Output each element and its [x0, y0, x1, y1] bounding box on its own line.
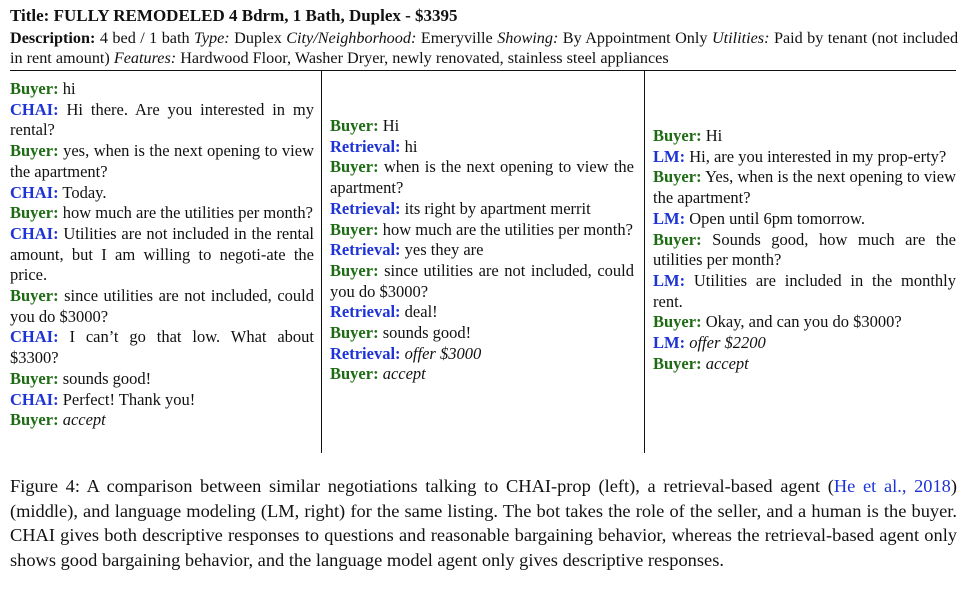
utterance-text: Open until 6pm tomorrow. [689, 208, 866, 228]
dialogue-turn [653, 230, 956, 271]
header-rule [10, 70, 956, 71]
buyer-speaker-label: Buyer: [330, 260, 379, 280]
dialogue-act: accept [382, 364, 426, 384]
dialogue-turn [10, 183, 314, 204]
dialogue-turn [330, 199, 634, 220]
field-value-utilities: Paid by tenant (not included in rent amount) [10, 29, 959, 67]
utterance-text: how much are the utilities per month? [62, 203, 313, 223]
utterance-text: deal! [404, 302, 438, 322]
buyer-speaker-label: Buyer: [10, 79, 59, 98]
figure-caption [10, 474, 957, 572]
utterance-text: Utilities are not included in the rental amount, but I am willing to negoti-ate the price. [10, 223, 315, 285]
utterance-text: how much are the utilities per month? [382, 219, 633, 239]
caption-text-start: Figure 4: A comparison between similar negotiations talking to CHAI-prop (left), a retrieval-based agent ( [10, 476, 834, 496]
dialogue-turn [330, 220, 634, 241]
dialogue-turn [10, 327, 314, 368]
agent-speaker-label: CHAI: [10, 99, 59, 119]
citation-link[interactable]: He et al., 2018 [833, 476, 951, 496]
utterance-text: yes, when is the next opening to view the apartment? [10, 141, 315, 181]
dialogue-turn [653, 147, 956, 168]
agent-speaker-label: Retrieval: [330, 240, 401, 260]
dialogue-turn [330, 364, 634, 385]
dialogue-turn [10, 100, 314, 141]
agent-speaker-label: Retrieval: [330, 198, 401, 218]
buyer-speaker-label: Buyer: [10, 410, 59, 430]
field-label-city: City/Neighborhood: [286, 29, 417, 47]
lm-dialogue-column [653, 126, 956, 374]
column-divider-left [321, 70, 322, 453]
chai-dialogue-column [10, 79, 314, 431]
utterance-text: Today. [62, 182, 107, 202]
utterance-text: Okay, and can you do $3000? [705, 312, 902, 332]
utterance-text: since utilities are not included, could you do $3000? [10, 286, 314, 326]
field-label-showing: Showing: [497, 29, 559, 47]
utterance-text: Hi, are you interested in my prop-erty? [689, 146, 947, 166]
agent-speaker-label: CHAI: [10, 223, 59, 243]
buyer-speaker-label: Buyer: [330, 157, 379, 177]
dialogue-turn [330, 116, 634, 137]
dialogue-turn [653, 209, 956, 230]
utterance-text: yes they are [404, 240, 484, 260]
retrieval-dialogue-column [330, 116, 634, 385]
buyer-speaker-label: Buyer: [653, 312, 702, 332]
description-text: 4 bed / 1 bath [99, 29, 190, 47]
field-label-features: Features: [113, 49, 177, 67]
utterance-text: Hi [382, 116, 400, 135]
agent-speaker-label: Retrieval: [330, 302, 401, 322]
dialogue-turn [330, 323, 634, 344]
buyer-speaker-label: Buyer: [330, 364, 379, 384]
utterance-text: since utilities are not included, could you do $3000? [330, 260, 634, 301]
dialogue-turn [10, 203, 314, 224]
dialogue-turn [10, 390, 314, 411]
description-label: Description: [10, 29, 96, 47]
dialogue-turn [10, 141, 314, 182]
buyer-speaker-label: Buyer: [653, 229, 702, 249]
field-value-city: Emeryville [420, 29, 493, 47]
dialogue-turn [653, 271, 956, 312]
buyer-speaker-label: Buyer: [653, 167, 702, 187]
dialogue-turn [10, 224, 314, 286]
agent-speaker-label: Retrieval: [330, 343, 401, 363]
agent-speaker-label: Retrieval: [330, 136, 401, 156]
dialogue-turn [330, 344, 634, 365]
agent-speaker-label: CHAI: [10, 389, 59, 409]
agent-speaker-label: LM: [653, 333, 686, 353]
buyer-speaker-label: Buyer: [10, 141, 59, 161]
field-value-features: Hardwood Floor, Washer Dryer, newly renovated, stainless steel appliances [180, 49, 669, 67]
column-divider-right [644, 70, 645, 453]
buyer-speaker-label: Buyer: [330, 323, 379, 343]
dialogue-turn [330, 261, 634, 302]
dialogue-turn [653, 167, 956, 208]
field-value-type: Duplex [234, 29, 282, 47]
utterance-text: its right by apartment merrit [404, 198, 591, 218]
buyer-speaker-label: Buyer: [653, 126, 702, 145]
listing-title: FULLY REMODELED 4 Bdrm, 1 Bath, Duplex - $3395 [53, 6, 458, 25]
utterance-text: I can’t go that low. What about $3300? [10, 327, 315, 368]
buyer-speaker-label: Buyer: [10, 203, 59, 223]
field-value-showing: By Appointment Only [562, 29, 708, 47]
agent-speaker-label: CHAI: [10, 327, 59, 347]
utterance-text: Hi [705, 126, 723, 145]
buyer-speaker-label: Buyer: [10, 368, 59, 388]
agent-speaker-label: CHAI: [10, 182, 59, 202]
dialogue-turn [653, 354, 956, 375]
dialogue-turn [10, 369, 314, 390]
dialogue-turn [10, 79, 314, 100]
dialogue-turn [330, 137, 634, 158]
listing-description [10, 28, 958, 68]
utterance-text: Sounds good, how much are the utilities per month? [653, 229, 956, 270]
utterance-text: Perfect! Thank you! [62, 389, 196, 409]
listing-header [10, 6, 958, 68]
dialogue-turn [330, 240, 634, 261]
utterance-text: hi [404, 136, 418, 156]
dialogue-turn [653, 333, 956, 354]
field-label-type: Type: [194, 29, 230, 47]
caption-text-end: ) (middle), and language modeling (LM, right) for the same listing. The bot takes the role of the seller, and a human is the buyer. CHAI gives both descriptive responses to questions and reasonable bargaining behavior, whereas the retrieval-based agent only shows good bargaining behavior, and the language model agent only gives descriptive responses. [10, 476, 957, 570]
dialogue-turn [653, 312, 956, 333]
dialogue-act: accept [62, 410, 106, 430]
agent-speaker-label: LM: [653, 146, 686, 166]
buyer-speaker-label: Buyer: [330, 219, 379, 239]
listing-title-line [10, 6, 958, 26]
utterance-text: hi [62, 79, 76, 98]
utterance-text: Hi there. Are you interested in my rental? [10, 99, 315, 140]
dialogue-act: offer $3000 [404, 343, 482, 363]
dialogue-turn [330, 302, 634, 323]
utterance-text: Yes, when is the next opening to view the apartment? [653, 167, 956, 208]
agent-speaker-label: LM: [653, 208, 686, 228]
dialogue-turn [330, 157, 634, 198]
utterance-text: when is the next opening to view the apartment? [330, 157, 634, 198]
utterance-text: sounds good! [62, 368, 152, 388]
buyer-speaker-label: Buyer: [10, 286, 59, 306]
dialogue-turn [10, 286, 314, 327]
buyer-speaker-label: Buyer: [653, 353, 702, 373]
dialogue-turn [10, 410, 314, 431]
agent-speaker-label: LM: [653, 270, 686, 290]
dialogue-act: offer $2200 [689, 333, 766, 353]
buyer-speaker-label: Buyer: [330, 116, 379, 135]
field-label-utilities: Utilities: [711, 29, 770, 47]
utterance-text: Utilities are included in the monthly rent. [653, 270, 957, 311]
dialogue-turn [653, 126, 956, 147]
dialogue-act: accept [705, 353, 749, 373]
title-label: Title: [10, 6, 50, 25]
utterance-text: sounds good! [382, 323, 472, 343]
